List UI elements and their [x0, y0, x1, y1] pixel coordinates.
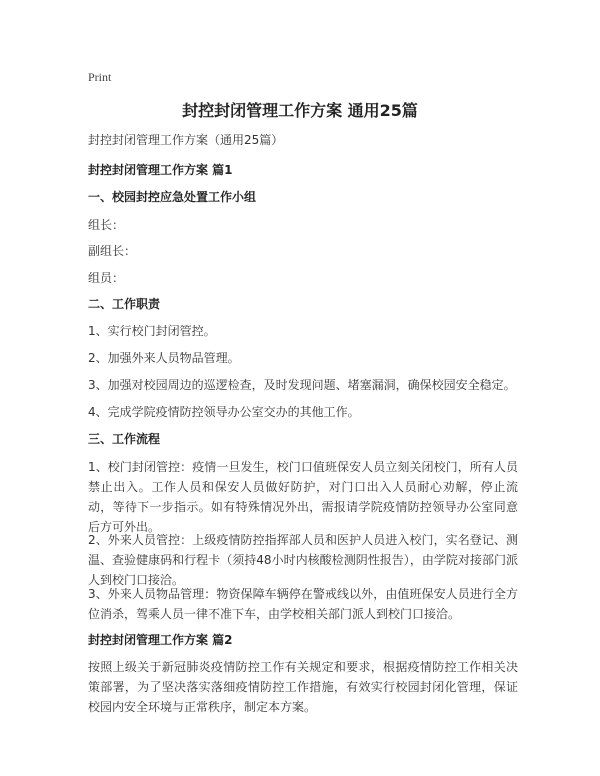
flow-paragraph-3: 3、外来人员物品管理：物资保障车辆停在警戒线以外，由值班保安人员进行全方位消杀，驾乘人员一律不准下车，由学校相关部门派人到校门口接洽。	[88, 587, 518, 621]
duty-item-3: 3、加强对校园周边的巡逻检查，及时发现问题、堵塞漏洞，确保校园安全稳定。	[88, 378, 516, 392]
section1-heading: 一、校园封控应急处置工作小组	[88, 190, 257, 204]
section2-heading: 二、工作职责	[88, 297, 161, 311]
part1-heading: 封控封闭管理工作方案 篇1	[88, 163, 233, 177]
document-subtitle: 封控封闭管理工作方案（通用25篇）	[88, 133, 284, 147]
section3-heading: 三、工作流程	[88, 432, 161, 446]
part2-heading: 封控封闭管理工作方案 篇2	[88, 633, 233, 647]
members-line: 组员：	[88, 271, 125, 285]
duty-item-4: 4、完成学院疫情防控领导办公室交办的其他工作。	[88, 405, 360, 419]
vice-leader-line: 副组长：	[88, 244, 137, 258]
duty-item-2: 2、加强外来人员物品管理。	[88, 351, 240, 365]
document-title: 封控封闭管理工作方案 通用25篇	[182, 101, 418, 120]
flow-paragraph-1: 1、校门封闭管控：疫情一旦发生，校门口值班保安人员立刻关闭校门，所有人员禁止出入。工作人员和保安人员做好防护，对门口出入人员耐心劝解，停止流动，等待下一步指示。如有特殊情况外出，需报请学院疫情防控领导办公室同意后方可外出。	[88, 460, 518, 534]
part2-intro-paragraph: 按照上级关于新冠肺炎疫情防控工作有关规定和要求，根据疫情防控工作相关决策部署，为了坚决落实落细疫情防控工作措施，有效实行校园封闭化管理，保证校园内安全环境与正常秩序，制定本方案。	[88, 660, 518, 714]
flow-paragraph-2: 2、外来人员管控：上级疫情防控指挥部人员和医护人员进入校门，实名登记、测温、查验健康码和行程卡（须持48小时内核酸检测阴性报告），由学院对接部门派人到校门口接洽。	[88, 533, 518, 587]
print-label: Print	[88, 70, 112, 84]
leader-line: 组长：	[88, 218, 125, 232]
duty-item-1: 1、实行校门封闭管控。	[88, 324, 216, 338]
